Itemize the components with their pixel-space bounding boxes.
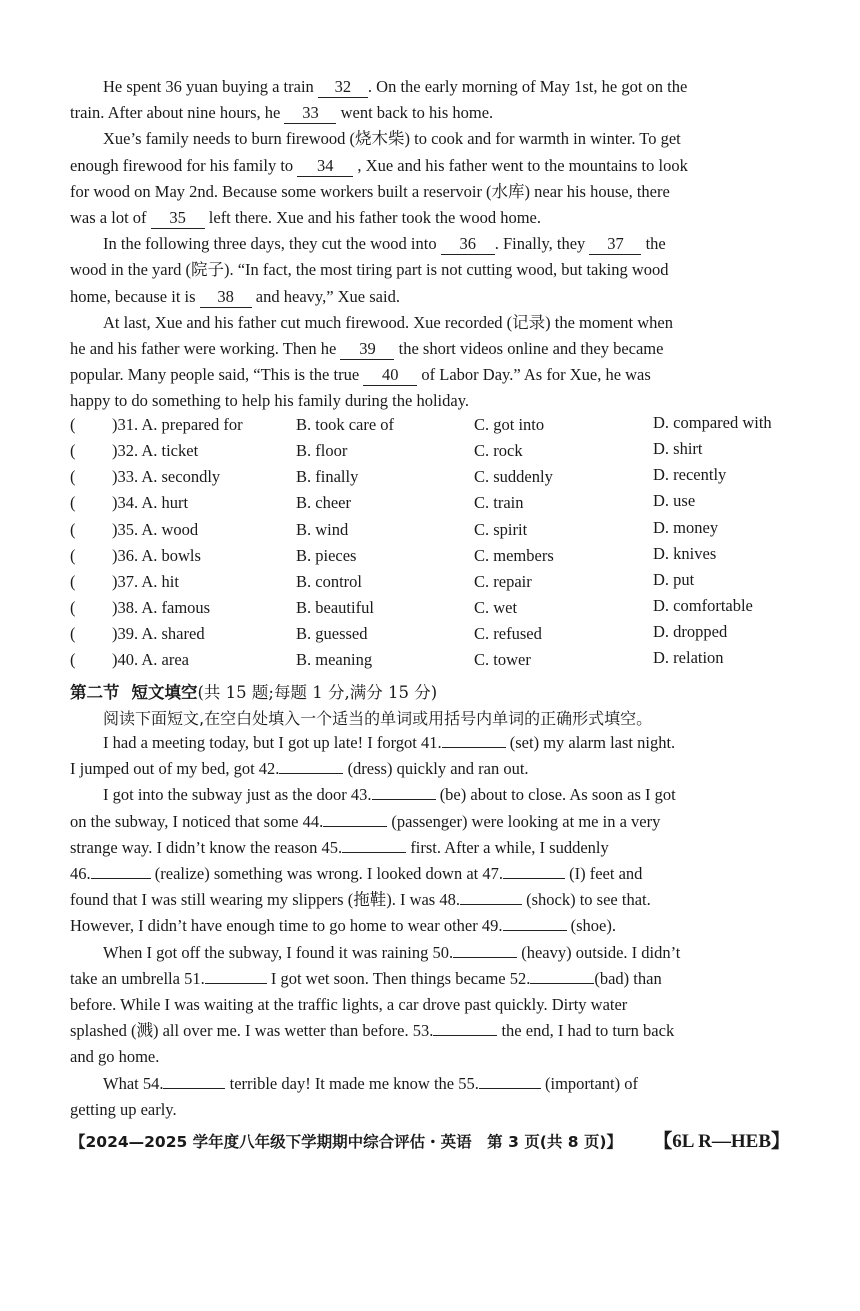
answer-paren[interactable]: ( <box>70 624 76 643</box>
text: take an umbrella 51. <box>70 968 205 988</box>
blank-37: 37 <box>589 234 641 255</box>
blank-54[interactable] <box>163 1088 225 1089</box>
text: (realize) something was wrong. I looked down at 47. <box>154 864 503 884</box>
text-line <box>70 74 790 100</box>
text: train. After about nine hours, he <box>70 103 281 123</box>
blank-45[interactable] <box>342 852 406 853</box>
text: went back to his home. <box>340 103 494 123</box>
text-line <box>70 992 790 1018</box>
text: I got into the subway just as the door 43. <box>103 785 372 805</box>
text-line <box>70 1044 790 1070</box>
option-d: D. put <box>653 570 695 589</box>
text-line <box>70 100 790 126</box>
text: was a lot of <box>70 208 147 228</box>
blank-33: 33 <box>284 103 336 124</box>
text: (bad) than <box>594 968 662 988</box>
blank-49[interactable] <box>503 930 567 931</box>
text: I jumped out of my bed, got 42. <box>70 759 280 779</box>
text-line <box>70 861 790 887</box>
text-line <box>70 756 790 782</box>
fill-in-passage <box>70 730 790 1123</box>
text-line <box>70 231 790 257</box>
option-a: )40. A. area <box>112 650 189 669</box>
text: 46. <box>70 864 91 884</box>
text: What 54. <box>103 1073 164 1093</box>
text: Xue’s family needs to burn firewood (烧木柴) to cook and for warmth in winter. To get <box>103 129 681 149</box>
option-c: C. train <box>474 493 524 512</box>
exam-code: 【6L R—HEB】 <box>653 1131 790 1152</box>
text-line <box>70 362 790 388</box>
blank-55[interactable] <box>479 1088 541 1089</box>
blank-36: 36 <box>441 234 495 255</box>
text-line <box>70 310 790 336</box>
blank-51[interactable] <box>205 983 267 984</box>
option-a: )35. A. wood <box>112 520 199 539</box>
blank-38: 38 <box>200 287 252 308</box>
text-line <box>70 835 790 861</box>
answer-paren[interactable]: ( <box>70 520 76 539</box>
text: I got wet soon. Then things became 52. <box>270 968 531 988</box>
text: happy to do something to help his family during the holiday. <box>70 391 470 411</box>
text-line <box>70 179 790 205</box>
blank-47[interactable] <box>503 878 565 879</box>
blank-44[interactable] <box>323 826 387 827</box>
option-c: C. members <box>474 546 554 565</box>
option-b: B. guessed <box>296 624 368 643</box>
blank-34: 34 <box>297 156 353 177</box>
blank-35: 35 <box>151 208 205 229</box>
text: before. While I was waiting at the traffic lights, a car drove past quickly. Dirty water <box>70 995 628 1015</box>
text: the short videos online and they became <box>398 339 664 359</box>
option-b: B. wind <box>296 520 349 539</box>
text: home, because it is <box>70 286 196 306</box>
text-line <box>70 913 790 939</box>
text: for wood on May 2nd. Because some workers built a reservoir (水库) near his house, there <box>70 181 670 201</box>
option-b: B. cheer <box>296 493 351 512</box>
option-d: D. recently <box>653 465 727 484</box>
section-title: 短文填空 <box>131 683 198 702</box>
option-d: D. compared with <box>653 413 772 432</box>
text-line <box>70 887 790 913</box>
text: . On the early morning of May 1st, he got on the <box>367 77 688 96</box>
option-b: B. finally <box>296 467 359 486</box>
option-c: C. suddenly <box>474 467 553 486</box>
text: In the following three days, they cut the wood into <box>103 234 437 254</box>
text-line <box>70 1097 790 1123</box>
option-c: C. refused <box>474 624 542 643</box>
option-a: )38. A. famous <box>112 598 211 617</box>
option-c: C. rock <box>474 441 523 460</box>
section-heading <box>70 679 437 703</box>
text: and heavy,” Xue said. <box>255 286 400 306</box>
text: left there. Xue and his father took the wood home. <box>208 208 541 228</box>
text-line <box>70 1018 790 1044</box>
option-b: B. beautiful <box>296 598 374 617</box>
text: popular. Many people said, “This is the true <box>70 365 360 385</box>
blank-53[interactable] <box>433 1035 497 1036</box>
answer-paren[interactable]: ( <box>70 415 76 434</box>
answer-paren[interactable]: ( <box>70 572 76 591</box>
blank-39: 39 <box>340 339 394 360</box>
text-line <box>70 388 790 414</box>
option-d: D. knives <box>653 544 717 563</box>
option-d: D. money <box>653 518 719 537</box>
blank-42[interactable] <box>279 773 343 774</box>
text: he and his father were working. Then he <box>70 339 337 359</box>
text: He spent 36 yuan buying a train <box>103 77 314 96</box>
text-line <box>70 257 790 283</box>
text: (shock) to see that. <box>526 890 651 910</box>
option-a: )32. A. ticket <box>112 441 199 460</box>
text: (shoe). <box>570 916 616 936</box>
text: splashed (溅) all over me. I was wetter than before. 53. <box>70 1021 434 1041</box>
option-b: B. floor <box>296 441 348 460</box>
option-c: C. got into <box>474 415 545 434</box>
text-line <box>70 153 790 179</box>
text-line <box>70 126 790 152</box>
option-c: C. wet <box>474 598 518 617</box>
text: first. After a while, I suddenly <box>410 837 609 857</box>
text: terrible day! It made me know the 55. <box>229 1073 479 1093</box>
text: . Finally, they <box>494 234 586 254</box>
blank-43[interactable] <box>372 799 436 800</box>
text-line <box>70 284 790 310</box>
option-b: B. meaning <box>296 650 373 669</box>
option-d: D. relation <box>653 648 724 667</box>
option-d: D. comfortable <box>653 596 753 615</box>
text: and go home. <box>70 1047 160 1067</box>
text: enough firewood for his family to <box>70 155 294 175</box>
option-c: C. tower <box>474 650 531 669</box>
option-b: B. pieces <box>296 546 357 565</box>
text: strange way. I didn’t know the reason 45. <box>70 837 343 857</box>
text: the <box>645 234 666 254</box>
text: wood in the yard (院子). “In fact, the most tiring part is not cutting wood, but taking wood <box>70 260 669 280</box>
blank-50[interactable] <box>453 957 517 958</box>
text: When I got off the subway, I found it was raining 50. <box>103 942 454 962</box>
option-a: )34. A. hurt <box>112 493 189 512</box>
text: , Xue and his father went to the mountains to look <box>357 155 688 175</box>
text: (be) about to close. As soon as I got <box>439 785 676 805</box>
cloze-passage <box>70 74 790 415</box>
text-line <box>70 809 790 835</box>
text-line <box>70 1071 790 1097</box>
text: (passenger) were looking at me in a very <box>391 811 661 831</box>
answer-paren[interactable]: ( <box>70 493 76 512</box>
text: (I) feet and <box>569 864 643 884</box>
option-a: )39. A. shared <box>112 624 205 643</box>
text: getting up early. <box>70 1099 177 1119</box>
text: (dress) quickly and ran out. <box>347 759 529 779</box>
text-line <box>70 782 790 808</box>
text: I had a meeting today, but I got up late! I forgot 41. <box>103 733 442 752</box>
blank-40: 40 <box>363 365 417 386</box>
option-b: B. took care of <box>296 415 395 434</box>
text: (heavy) outside. I didn’t <box>521 942 681 962</box>
answer-paren[interactable]: ( <box>70 546 76 565</box>
text: (important) of <box>544 1073 638 1093</box>
blank-46[interactable] <box>91 878 151 879</box>
option-c: C. repair <box>474 572 532 591</box>
text-line <box>70 730 790 756</box>
section-instruction: 阅读下面短文,在空白处填入一个适当的单词或用括号内单词的正确形式填空。 <box>103 709 653 728</box>
option-b: B. control <box>296 572 362 591</box>
option-a: )36. A. bowls <box>112 546 201 565</box>
option-c: C. spirit <box>474 520 528 539</box>
text: of Labor Day.” As for Xue, he was <box>421 365 651 385</box>
text: the end, I had to turn back <box>501 1021 675 1041</box>
blank-32: 32 <box>318 77 368 98</box>
blank-48[interactable] <box>460 904 522 905</box>
text: At last, Xue and his father cut much firewood. Xue recorded (记录) the moment when <box>103 312 673 332</box>
section-rule: (共 15 题;每题 1 分,满分 15 分) <box>197 683 438 702</box>
page-footer: 【2024—2025 学年度八年级下学期期中综合评估・英语 第 3 页(共 8 页)】 <box>70 1133 623 1151</box>
option-a: )33. A. secondly <box>112 467 221 486</box>
answer-paren[interactable]: ( <box>70 441 76 460</box>
text-line <box>70 940 790 966</box>
blank-41[interactable] <box>442 747 506 748</box>
text: on the subway, I noticed that some 44. <box>70 811 324 831</box>
text: (set) my alarm last night. <box>509 733 676 752</box>
answer-paren[interactable]: ( <box>70 598 76 617</box>
text-line <box>70 205 790 231</box>
text: However, I didn’t have enough time to go home to wear other 49. <box>70 916 503 936</box>
answer-paren[interactable]: ( <box>70 467 76 486</box>
text-line <box>70 966 790 992</box>
option-d: D. shirt <box>653 439 703 458</box>
text: found that I was still wearing my slippers (拖鞋). I was 48. <box>70 890 460 910</box>
option-a: )31. A. prepared for <box>112 415 243 434</box>
option-a: )37. A. hit <box>112 572 179 591</box>
answer-paren[interactable]: ( <box>70 650 76 669</box>
section-label: 第二节 <box>70 683 120 702</box>
text-line <box>70 336 790 362</box>
blank-52[interactable] <box>530 983 594 984</box>
option-d: D. use <box>653 491 696 510</box>
option-d: D. dropped <box>653 622 728 641</box>
